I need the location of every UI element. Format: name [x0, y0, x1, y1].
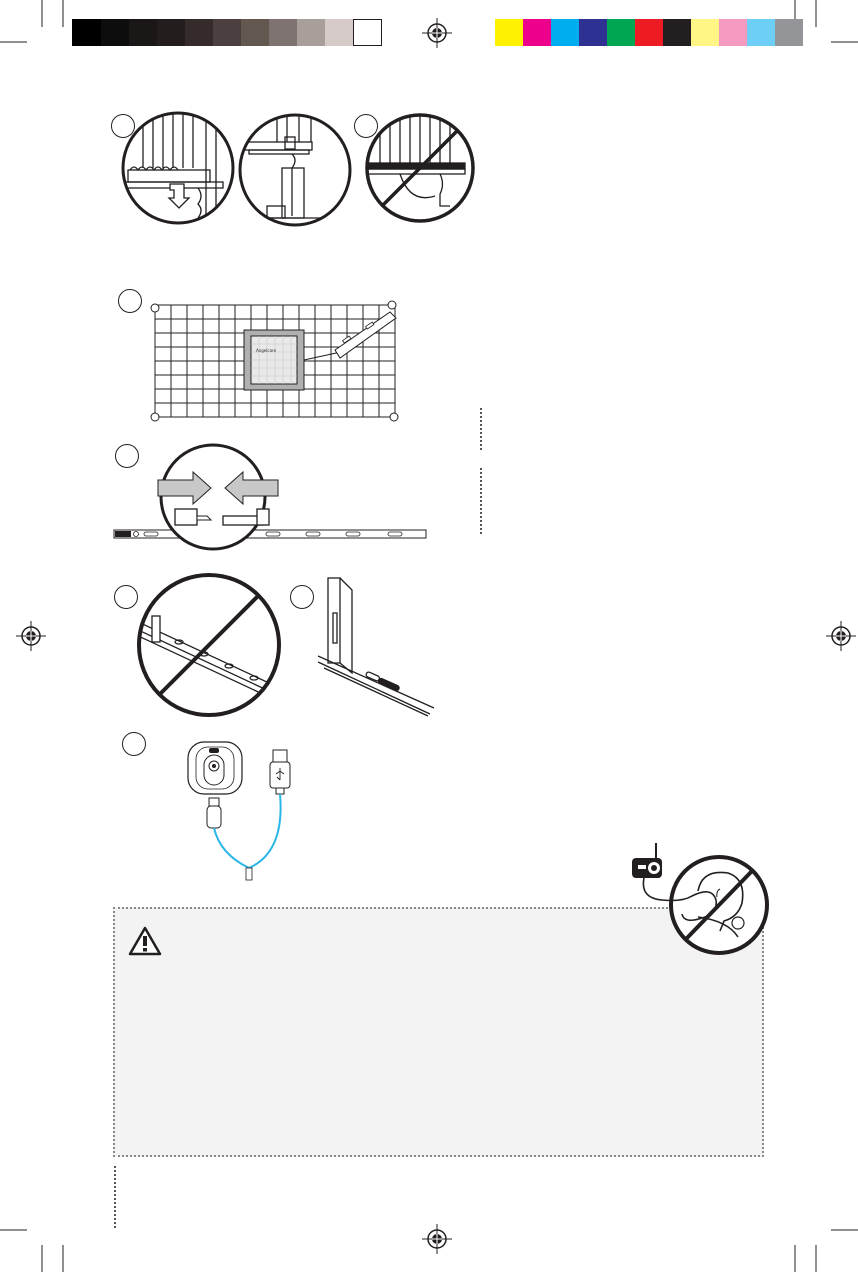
swatch [691, 19, 719, 46]
swatch [579, 19, 607, 46]
swatch [157, 19, 185, 46]
registration-mark-icon [422, 18, 452, 48]
prohibited-icon [134, 570, 284, 720]
swatch [551, 19, 579, 46]
swatch [775, 19, 803, 46]
swatch [523, 19, 551, 46]
swatch [635, 19, 663, 46]
connection-closeup-figure [153, 442, 283, 554]
warning-icon [128, 926, 162, 956]
pad-brand-label: Angelcare [256, 348, 277, 353]
step-badge [115, 444, 139, 468]
swatch [241, 19, 269, 46]
mattress-grid-figure [150, 300, 400, 424]
step-badge [290, 585, 314, 609]
swatch [747, 19, 775, 46]
swatch [101, 19, 129, 46]
no-baby-cable-icon [628, 843, 768, 958]
swatch [495, 19, 523, 46]
crib-slats-arrow-figure [118, 108, 238, 228]
swatch [607, 19, 635, 46]
swatch [213, 19, 241, 46]
registration-mark-icon [16, 621, 46, 651]
swatch [185, 19, 213, 46]
dotted-guide-line [480, 408, 482, 450]
swatch [663, 19, 691, 46]
swatch [269, 19, 297, 46]
charging-unit-and-cable-figure [185, 742, 315, 882]
swatch [325, 19, 353, 46]
swatch [297, 19, 325, 46]
registration-mark-icon [422, 1224, 452, 1254]
registration-mark-icon [826, 621, 856, 651]
dotted-guide-line [114, 1166, 116, 1228]
dotted-guide-line [480, 468, 482, 534]
step-badge [118, 289, 142, 313]
cable-along-crib-leg-figure [318, 578, 438, 718]
swatch [719, 19, 747, 46]
swatch [353, 19, 382, 46]
swatch [129, 19, 157, 46]
prohibited-icon [360, 108, 480, 228]
step-badge [122, 732, 146, 756]
swatch [72, 19, 101, 46]
crib-side-closeup-figure [237, 112, 357, 232]
